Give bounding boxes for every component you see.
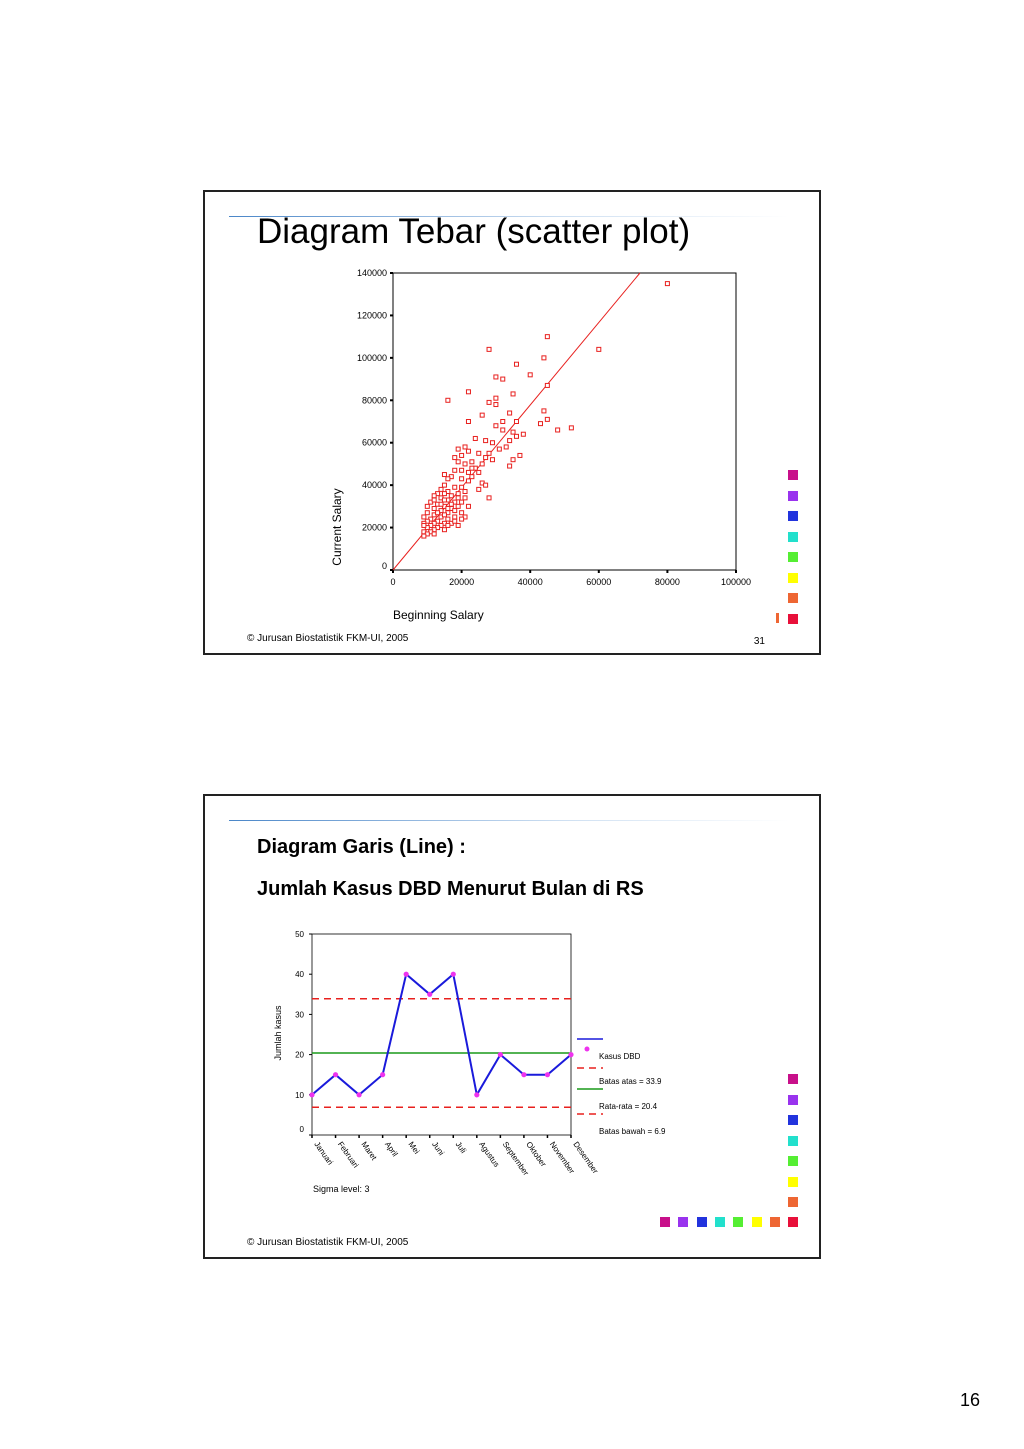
data-point — [466, 449, 470, 453]
x-tick-label: 80000 — [654, 577, 680, 587]
data-point — [442, 528, 446, 532]
data-point — [498, 1052, 503, 1057]
y-tick-label: 80000 — [361, 395, 387, 406]
x-tick-label: April — [382, 1139, 400, 1159]
data-point — [422, 515, 426, 519]
data-point — [356, 1092, 361, 1097]
slide-title: Diagram Tebar (scatter plot) — [257, 212, 691, 251]
data-point — [466, 479, 470, 483]
data-point — [487, 347, 491, 351]
data-point — [432, 494, 436, 498]
sigma-level: Sigma level: 3 — [313, 1184, 370, 1194]
data-point — [439, 502, 443, 506]
data-point — [501, 420, 505, 424]
decor-square — [788, 1074, 798, 1084]
data-point — [511, 430, 515, 434]
series-line-kasus-dbd — [312, 974, 571, 1095]
data-point — [436, 511, 440, 515]
data-point — [480, 413, 484, 417]
decor-square — [660, 1217, 670, 1227]
decor-square — [788, 1197, 798, 1207]
legend-label: Batas atas = 33.9 — [599, 1077, 662, 1086]
decor-square — [788, 511, 798, 521]
data-point — [480, 462, 484, 466]
x-tick-label: 20000 — [449, 577, 475, 587]
data-point — [487, 400, 491, 404]
data-point — [501, 377, 505, 381]
data-point — [442, 498, 446, 502]
line-chart — [205, 796, 823, 1261]
x-tick-label: 100000 — [720, 577, 752, 587]
x-tick-label: Desember — [571, 1139, 600, 1176]
data-point — [460, 517, 464, 521]
data-point — [460, 477, 464, 481]
data-point — [542, 356, 546, 360]
decor-square — [788, 470, 798, 480]
data-point — [453, 509, 457, 513]
data-point — [508, 464, 512, 468]
x-tick-label: Oktober — [524, 1139, 548, 1169]
data-point — [446, 477, 450, 481]
x-tick-label: September — [500, 1139, 531, 1178]
data-point — [456, 496, 460, 500]
data-point — [470, 475, 474, 479]
data-point — [446, 398, 450, 402]
decor-square — [788, 1115, 798, 1125]
decor-square — [788, 1177, 798, 1187]
data-point — [449, 494, 453, 498]
decor-square — [788, 1136, 798, 1146]
data-point — [422, 523, 426, 527]
data-point — [556, 428, 560, 432]
data-point — [432, 532, 436, 536]
legend-label: Batas bawah = 6.9 — [599, 1127, 666, 1136]
data-point — [463, 496, 467, 500]
data-point — [477, 487, 481, 491]
legend-label: Kasus DBD — [599, 1052, 641, 1061]
data-point — [518, 453, 522, 457]
data-point — [456, 523, 460, 527]
data-point — [542, 409, 546, 413]
data-point — [466, 420, 470, 424]
data-point — [439, 487, 443, 491]
y-tick-label: 120000 — [356, 310, 387, 321]
x-axis-label: Beginning Salary — [393, 608, 484, 622]
decor-square — [788, 573, 798, 583]
data-point — [508, 411, 512, 415]
data-point — [569, 426, 573, 430]
scatter-chart — [205, 192, 823, 657]
decor-square — [752, 1217, 762, 1227]
x-tick-label: Januari — [312, 1139, 335, 1167]
data-point — [501, 428, 505, 432]
data-point — [432, 506, 436, 510]
data-point — [484, 483, 488, 487]
data-point — [463, 445, 467, 449]
data-point — [477, 451, 481, 455]
decor-square — [788, 593, 798, 603]
data-point — [446, 517, 450, 521]
y-tick-label: 50 — [295, 930, 304, 939]
data-point — [453, 468, 457, 472]
slide-number: 31 — [753, 636, 765, 647]
decor-square — [788, 491, 798, 501]
data-point — [470, 460, 474, 464]
data-point — [494, 396, 498, 400]
data-point — [453, 456, 457, 460]
data-point — [425, 504, 429, 508]
data-point — [538, 422, 542, 426]
data-point — [451, 972, 456, 977]
data-point — [494, 424, 498, 428]
data-point — [511, 392, 515, 396]
decor-square — [697, 1217, 707, 1227]
data-point — [456, 492, 460, 496]
data-point — [442, 492, 446, 496]
slide-scatter — [203, 190, 821, 655]
data-point — [466, 504, 470, 508]
data-point — [477, 470, 481, 474]
data-point — [456, 460, 460, 464]
legend-marker — [585, 1047, 590, 1052]
y-tick-label: 140000 — [356, 268, 387, 278]
page-number: 16 — [959, 1390, 980, 1410]
data-point — [333, 1072, 338, 1077]
data-point — [446, 523, 450, 527]
y-tick-label: 60000 — [361, 437, 387, 448]
x-tick-label: Juni — [430, 1139, 446, 1158]
data-point — [442, 473, 446, 477]
decor-square — [776, 613, 779, 623]
data-point — [508, 439, 512, 443]
plot-area — [312, 934, 571, 1135]
data-point — [484, 456, 488, 460]
data-point — [453, 515, 457, 519]
decor-square — [788, 614, 798, 624]
y-tick-label: 40 — [295, 970, 304, 980]
decor-square — [715, 1217, 725, 1227]
y-axis-label: Jumlah kasus — [273, 1005, 283, 1061]
data-point — [497, 447, 501, 451]
slide-subtitle: Jumlah Kasus DBD Menurut Bulan di RS — [257, 878, 644, 900]
data-point — [521, 1072, 526, 1077]
data-point — [460, 453, 464, 457]
x-tick-label: Februari — [335, 1139, 361, 1170]
y-tick-label: 20000 — [361, 522, 387, 533]
data-point — [474, 1092, 479, 1097]
data-point — [456, 504, 460, 508]
data-point — [665, 282, 669, 286]
data-point — [514, 362, 518, 366]
data-point — [456, 447, 460, 451]
x-tick-label: Mei — [406, 1139, 422, 1156]
y-tick-label: 30 — [295, 1010, 304, 1020]
data-point — [453, 519, 457, 523]
data-point — [425, 511, 429, 515]
slide-footer: © Jurusan Biostatistik FKM-UI, 2005 — [247, 1237, 409, 1248]
slide-title: Diagram Garis (Line) : — [257, 836, 466, 858]
data-point — [453, 485, 457, 489]
x-tick-label: 60000 — [586, 577, 612, 587]
data-point — [487, 496, 491, 500]
legend-label: Rata-rata = 20.4 — [599, 1102, 658, 1111]
data-point — [494, 403, 498, 407]
data-point — [597, 347, 601, 351]
data-point — [528, 373, 532, 377]
data-point — [511, 458, 515, 462]
decor-square — [788, 1156, 798, 1166]
x-tick-label: Agustus — [477, 1139, 502, 1169]
x-tick-label: 40000 — [517, 577, 543, 587]
data-point — [545, 1072, 550, 1077]
data-point — [473, 436, 477, 440]
data-point — [470, 466, 474, 470]
decor-square — [770, 1217, 780, 1227]
y-tick-label: 20 — [295, 1050, 304, 1060]
data-point — [466, 470, 470, 474]
decor-square — [678, 1217, 688, 1227]
data-point — [460, 485, 464, 489]
data-point — [484, 439, 488, 443]
data-point — [460, 468, 464, 472]
data-point — [442, 513, 446, 517]
x-tick-label: Juli — [453, 1139, 468, 1155]
data-point — [514, 434, 518, 438]
data-point — [545, 383, 549, 387]
data-point — [427, 992, 432, 997]
decor-square — [788, 1095, 798, 1105]
decor-square — [788, 552, 798, 562]
data-point — [422, 534, 426, 538]
slide-footer: © Jurusan Biostatistik FKM-UI, 2005 — [247, 633, 409, 644]
data-point — [380, 1072, 385, 1077]
data-point — [460, 511, 464, 515]
data-point — [490, 441, 494, 445]
x-tick-label: November — [547, 1139, 577, 1176]
data-point — [568, 1052, 573, 1057]
y-tick-label: 10 — [295, 1090, 304, 1100]
data-point — [514, 420, 518, 424]
data-point — [309, 1092, 314, 1097]
data-point — [490, 458, 494, 462]
data-point — [446, 506, 450, 510]
data-point — [432, 498, 436, 502]
data-point — [545, 417, 549, 421]
decor-square — [788, 532, 798, 542]
decor-square — [733, 1217, 743, 1227]
y-tick-label: 100000 — [356, 352, 387, 363]
slide-line — [203, 794, 821, 1259]
data-point — [463, 490, 467, 494]
y-tick-label: 0 — [299, 1125, 304, 1134]
data-point — [442, 483, 446, 487]
data-point — [463, 462, 467, 466]
data-point — [466, 390, 470, 394]
data-point — [545, 335, 549, 339]
data-point — [521, 432, 525, 436]
y-axis-label: Current Salary — [330, 488, 344, 566]
x-tick-label: 0 — [390, 577, 396, 587]
decor-square — [788, 1217, 798, 1227]
data-point — [449, 502, 453, 506]
data-point — [494, 375, 498, 379]
data-point — [404, 972, 409, 977]
y-tick-label: 40000 — [361, 480, 387, 491]
data-point — [487, 451, 491, 455]
data-point — [504, 445, 508, 449]
y-tick-label: 0 — [381, 561, 387, 571]
x-tick-label: Maret — [359, 1139, 379, 1162]
data-point — [460, 500, 464, 504]
